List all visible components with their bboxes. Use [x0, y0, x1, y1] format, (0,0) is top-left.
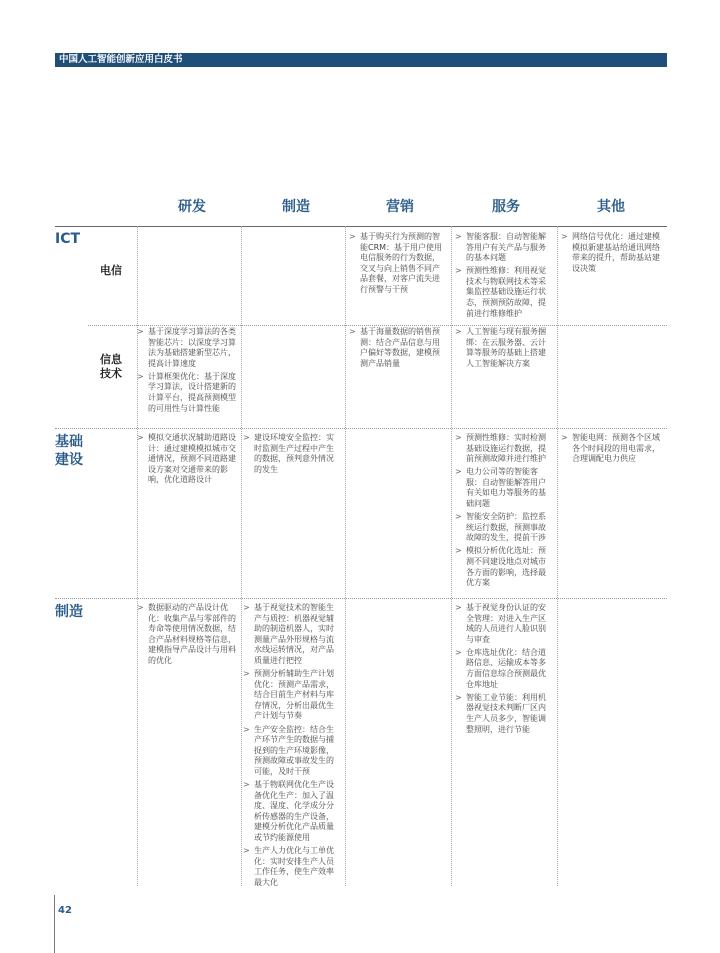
- cell-infotech-marketing: [349, 327, 447, 372]
- cell-infotech-rd: [137, 327, 238, 417]
- column-divider: [451, 226, 452, 886]
- list-item: > 智能工业节能：利用机器视觉技术判断厂区内生产人员多少，智能调整照明，进行节能: [455, 693, 553, 735]
- category-infrastructure: 基础建设: [55, 434, 83, 468]
- cell-manufacturing-service: [455, 603, 553, 738]
- header-bar: [55, 53, 667, 67]
- list-item: > 预测性维修：利用视觉技术与物联网技术等采集监控基础设施运行状态，预测预防故障，提前进行维修维护: [455, 266, 553, 319]
- table-top-rule: [55, 226, 667, 227]
- subcategory-telecom: 电信: [100, 264, 122, 277]
- list-item: > 基于物联网优化生产设备优化生产：加入了温度、湿度、化学成分分析传感器的生产设备，建模分析优化产品质量或节约能源使用: [243, 780, 341, 844]
- cell-telecom-other: [561, 232, 665, 277]
- list-item: > 仓库选址优化：结合道路信息、运输成本等多方面信息综合预测最优仓库地址: [455, 648, 553, 690]
- cell-infrastructure-rd: [137, 433, 238, 488]
- list-item: > 人工智能与现有服务捆绑：在云服务器、云计算等服务的基础上搭建人工智能解决方案: [455, 327, 553, 369]
- column-header-manufacturing: 制造: [282, 199, 310, 215]
- list-item: > 基于视觉身份认证的安全管理：对进入生产区域的人员进行人脸识别与审查: [455, 603, 553, 645]
- column-divider: [557, 226, 558, 886]
- category-ict: ICT: [55, 231, 81, 247]
- list-item: > 基于视觉技术的智能生产与质控：机器视觉辅助的制造机器人，实时测量产品外形规格与流水线运转情况，对产品质量进行把控: [243, 603, 341, 667]
- list-item: > 智能客服：自动智能解答用户有关产品与服务的基本问题: [455, 232, 553, 264]
- list-item: > 模拟分析优化选址：预测不同建设地点对城市各方面的影响，选择最优方案: [455, 546, 553, 588]
- subcategory-infotech: 信息技术: [100, 353, 122, 380]
- list-item: > 生产人力优化与工单优化：实时安排生产人员工作任务，使生产效率最大化: [243, 846, 341, 888]
- row-divider: [55, 598, 667, 599]
- list-item: > 数据驱动的产品设计优化：收集产品与零部件的寿命等使用情况数据，结合产品材料规格等信息，建模指导产品设计与用料的优化: [137, 603, 238, 667]
- cell-infrastructure-other: [561, 433, 665, 467]
- list-item: > 网络信号优化：通过建模模拟新建基站给通讯网络带来的提升，帮助基站建设决策: [561, 232, 665, 274]
- column-header-other: 其他: [597, 199, 625, 215]
- row-divider: [55, 428, 667, 429]
- page-margin-rule: [54, 895, 55, 953]
- column-header-marketing: 营销: [386, 199, 414, 215]
- column-header-rd: 研发: [178, 199, 206, 215]
- column-divider: [345, 226, 346, 886]
- column-header-service: 服务: [492, 199, 520, 215]
- cell-infrastructure-service: [455, 433, 553, 591]
- list-item: > 基于海量数据的销售预测：结合产品信息与用户偏好等数据，建模预测产品销量: [349, 327, 447, 369]
- list-item: > 建设环境安全监控：实时监测生产过程中产生的数据，预判意外情况的发生: [243, 433, 341, 475]
- row-divider: [88, 325, 667, 326]
- cell-infrastructure-manufacturing: [243, 433, 341, 478]
- cell-telecom-service: [455, 232, 553, 322]
- list-item: > 基于购买行为预测的智能CRM：基于用户使用电信服务的行为数据，交叉与向上销售不同产品套餐，对客户流失进行预警与干预: [349, 232, 447, 296]
- list-item: > 智能电网：预测各个区域各个时间段的用电需求，合理调配电力供应: [561, 433, 665, 465]
- cell-telecom-marketing: [349, 232, 447, 298]
- document-title: 中国人工智能创新应用白皮书: [59, 54, 183, 65]
- list-item: > 预测性维修：实时检测基础设施运行数据，提前预测故障并进行维护: [455, 433, 553, 465]
- cell-infotech-service: [455, 327, 553, 372]
- list-item: > 基于深度学习算法的各类智能芯片：以深度学习算法为基础搭建新型芯片，提高计算速度: [137, 327, 238, 369]
- list-item: > 生产安全监控：结合生产环节产生的数据与捕捉到的生产环境影像，预测故障或事故发生的可能，及时干预: [243, 725, 341, 778]
- list-item: > 电力公司等的智能客服：自动智能解答用户有关如电力等服务的基础问题: [455, 467, 553, 509]
- column-divider: [241, 226, 242, 886]
- column-divider: [137, 226, 138, 886]
- category-manufacturing: 制造: [55, 604, 83, 620]
- list-item: > 模拟交通状况辅助道路设计：通过建模模拟城市交通情况，预测不同道路建设方案对交通带来的影响，优化道路设计: [137, 433, 238, 486]
- page-number: 42: [58, 905, 72, 916]
- cell-manufacturing-rd: [137, 603, 238, 669]
- list-item: > 预测分析辅助生产计划优化：预测产品需求，结合目前生产材料与库存情况，分析出最优生产计划与节奏: [243, 669, 341, 722]
- cell-manufacturing-manufacturing: [243, 603, 341, 891]
- list-item: > 计算框架优化：基于深度学习算法，设计搭建新的计算平台，提高预测模型的可用性与计算性能: [137, 372, 238, 414]
- list-item: > 智能安全防护：监控系统运行数据，预测事故故障的发生，提前干涉: [455, 512, 553, 544]
